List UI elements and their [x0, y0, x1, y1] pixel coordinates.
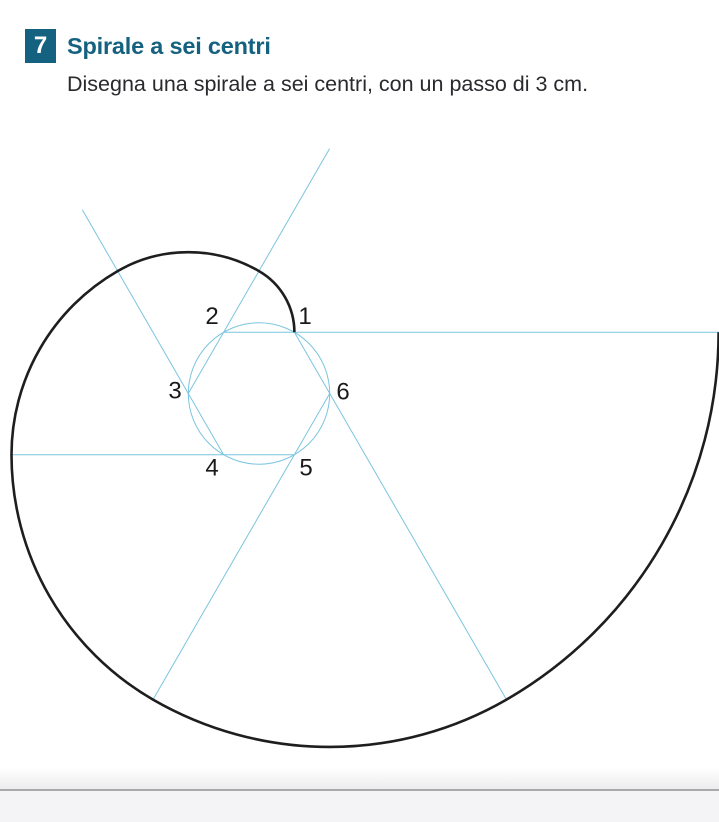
vertex-label-2: 2 [205, 303, 219, 330]
construction-line-ext-side-4-3 [82, 210, 223, 455]
vertex-label-4: 4 [205, 454, 219, 482]
construction-line-ext-side-6-5 [153, 394, 330, 700]
spiral-curve [12, 252, 719, 747]
vertex-label-1: 1 [298, 303, 312, 330]
exercise-title: Spirale a sei centri [67, 33, 271, 59]
page-bottom-gradient [0, 768, 719, 789]
exercise-number: 7 [33, 32, 48, 59]
vertex-label-5: 5 [299, 454, 313, 482]
construction-circle [188, 323, 329, 464]
exercise-prompt: Disegna una spirale a sei centri, con un passo di 3 cm. [67, 72, 589, 96]
vertex-label-6: 6 [336, 378, 350, 406]
construction-line-ext-side-1-6 [294, 332, 506, 699]
vertex-label-3: 3 [168, 377, 182, 405]
next-section-strip [0, 789, 719, 822]
